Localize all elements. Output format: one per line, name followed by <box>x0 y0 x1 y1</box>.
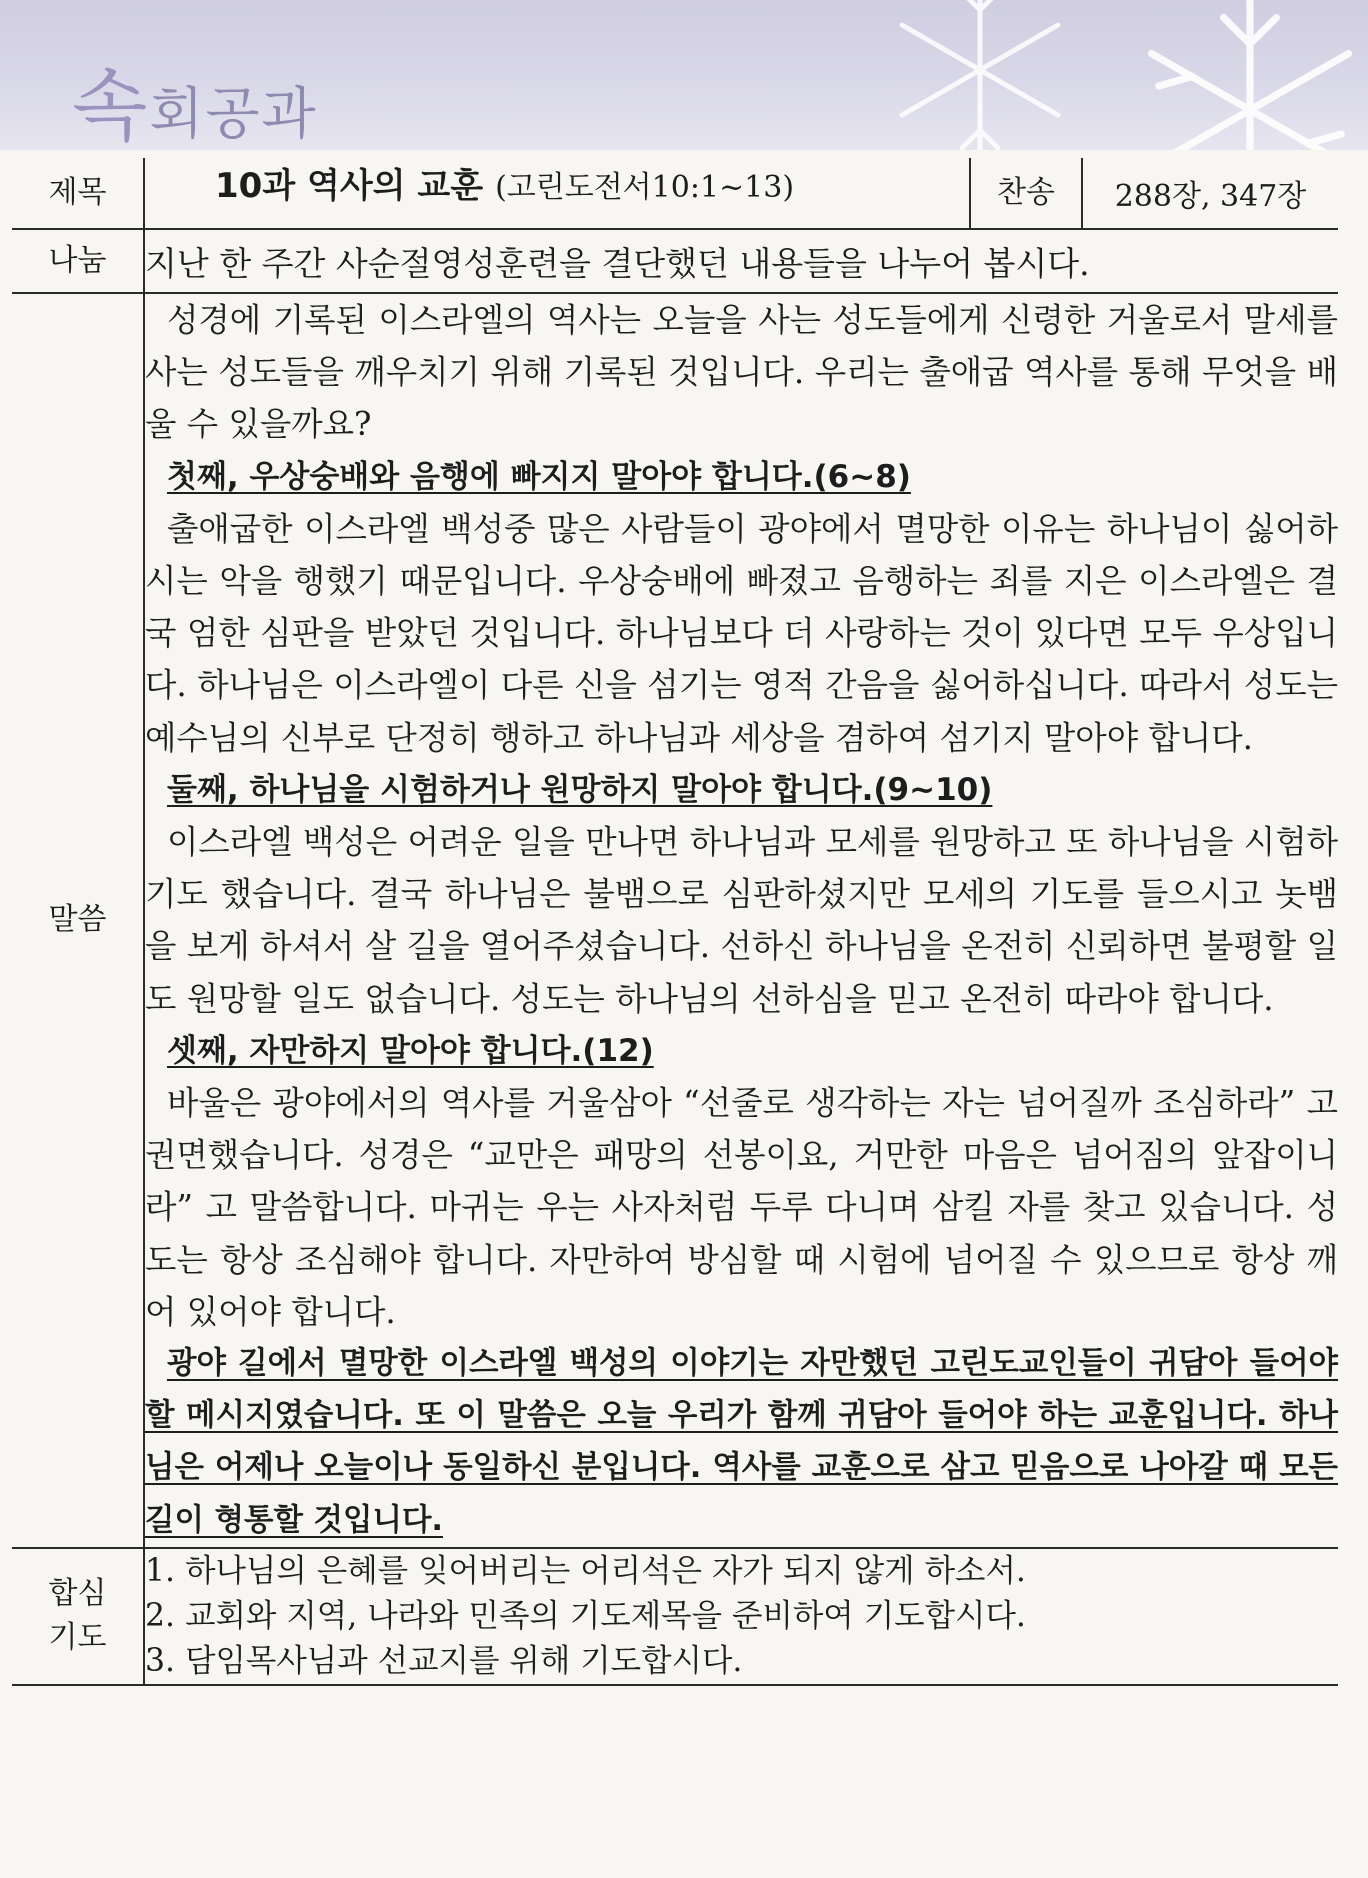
lesson-title: 10과 역사의 교훈 <box>215 166 484 206</box>
title-row <box>12 158 1338 229</box>
snowflake-icon <box>880 0 1080 150</box>
share-row <box>12 229 1338 293</box>
prayer-label-line: 합심 <box>48 1576 107 1612</box>
point-heading: 첫째, 우상숭배와 음행에 빠지지 말아야 합니다.(6~8) <box>167 458 911 495</box>
prayer-item: 1. 하나님의 은혜를 잊어버리는 어리석은 자가 되지 않게 하소서. <box>145 1552 1026 1589</box>
point-body: 출애굽한 이스라엘 백성중 많은 사람들이 광야에서 멸망한 이유는 하나님이 싫어하시는 악을 행했기 때문입니다. 우상숭배에 빠졌고 음행하는 죄를 지은 이스라엘은 결국 엄한 심판을 받았던 것입니다. 하나님보다 더 사랑하는 것이 있다면 모두 우상입니다. 하나님은 이스라엘이 다른 신을 섬기는 영적 간음을 싫어하십니다. 따라서 성도는 예수님의 신부로 단정히 행하고 하나님과 세상을 겸하여 섬기지 말아야 합니다. <box>145 509 1338 757</box>
section-title-rest: 회공과 <box>149 82 318 147</box>
title-label: 제목 <box>12 158 144 229</box>
prayer-list <box>144 1548 1338 1685</box>
snowflake-icon <box>1130 0 1368 150</box>
prayer-item: 2. 교회와 지역, 나라와 민족의 기도제목을 준비하여 기도합시다. <box>145 1597 1026 1634</box>
point-body: 바울은 광야에서의 역사를 거울삼아 “선줄로 생각하는 자는 넘어질까 조심하라” 고 권면했습니다. 성경은 “교만은 패망의 선봉이요, 거만한 마음은 넘어짐의 앞잡이니라” 고 말씀합니다. 마귀는 우는 사자처럼 두루 다니며 삼킬 자를 찾고 있습니다. 성도는 항상 조심해야 합니다. 자만하여 방심할 때 시험에 넘어질 수 있으므로 항상 깨어 있어야 합니다. <box>145 1084 1338 1331</box>
prayer-label-line: 기도 <box>48 1620 107 1656</box>
scripture-reference: (고린도전서10:1~13) <box>495 170 795 205</box>
conclusion-paragraph: 광야 길에서 멸망한 이스라엘 백성의 이야기는 자만했던 고린도교인들이 귀담아 들어야 할 메시지였습니다. 또 이 말씀은 오늘 우리가 함께 귀담아 들어야 하는 교훈입니다. 하나님은 어제나 오늘이나 동일하신 분입니다. 역사를 교훈으로 삼고 믿음으로 나아갈 때 모든 길이 형통할 것입니다. <box>145 1346 1338 1538</box>
prayer-item: 3. 담임목사님과 선교지를 위해 기도합시다. <box>145 1642 743 1679</box>
word-content <box>144 293 1338 1548</box>
word-label: 말씀 <box>12 293 144 1548</box>
point-body: 이스라엘 백성은 어려운 일을 만나면 하나님과 모세를 원망하고 또 하나님을 시험하기도 했습니다. 결국 하나님은 불뱀으로 심판하셨지만 모세의 기도를 들으시고 놋뱀을 보게 하셔서 살 길을 열어주셨습니다. 선하신 하나님을 온전히 신뢰하면 불평할 일도 원망할 일도 없습니다. 성도는 하나님의 선하심을 믿고 온전히 따라야 합니다. <box>145 823 1338 1018</box>
share-label: 나눔 <box>12 229 144 293</box>
hymn-label: 찬송 <box>970 158 1082 229</box>
section-title <box>72 44 318 150</box>
prayer-row <box>12 1548 1338 1685</box>
lesson-table <box>12 158 1338 1686</box>
title-cell <box>144 158 970 229</box>
intro-paragraph: 성경에 기록된 이스라엘의 역사는 오늘을 사는 성도들에게 신령한 거울로서 말세를 사는 성도들을 깨우치기 위해 기록된 것입니다. 우리는 출애굽 역사를 통해 무엇을 배울 수 있을까요? <box>145 301 1338 444</box>
hymn-numbers: 288장, 347장 <box>1082 158 1338 229</box>
share-text: 지난 한 주간 사순절영성훈련을 결단했던 내용들을 나누어 봅시다. <box>144 229 1338 293</box>
word-row <box>12 293 1338 1548</box>
section-title-initial: 속 <box>72 62 150 150</box>
point-heading: 셋째, 자만하지 말아야 합니다.(12) <box>167 1032 654 1069</box>
point-heading: 둘째, 하나님을 시험하거나 원망하지 말아야 합니다.(9~10) <box>167 771 993 808</box>
prayer-label <box>12 1548 144 1685</box>
header-banner <box>0 0 1368 150</box>
